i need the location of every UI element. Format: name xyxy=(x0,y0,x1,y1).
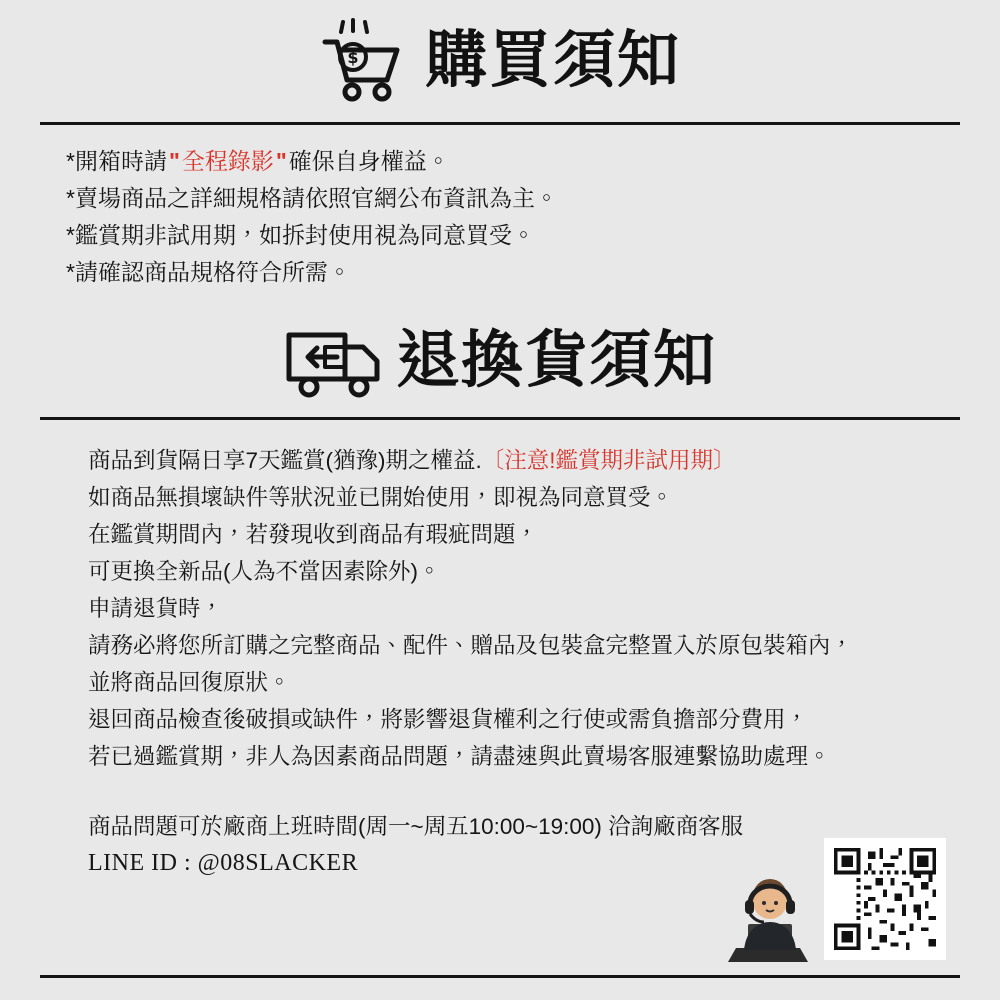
return-notice-line-5: 申請退貨時， xyxy=(88,596,224,621)
return-notice-line-2: 如商品無損壞缺件等狀況並已開始使用，即視為同意買受。 xyxy=(88,485,674,510)
purchase-notice-line-1 xyxy=(66,143,960,180)
return-notice-list xyxy=(40,442,960,775)
line-id-text: LINE ID : @08SLACKER xyxy=(88,850,359,876)
return-notice-header xyxy=(40,317,960,403)
purchase-notice-list xyxy=(40,143,960,291)
return-notice-line-6: 請務必將您所訂購之完整商品、配件、贈品及包裝盒完整置入於原包裝箱內， xyxy=(88,633,854,658)
return-notice-line-8: 退回商品檢查後破損或缺件，將影響退貨權利之行使或需負擔部分費用， xyxy=(88,707,809,732)
return-notice-line-1 xyxy=(88,442,960,479)
return-notice-line-3: 在鑑賞期間內，若發現收到商品有瑕疵問題， xyxy=(88,522,539,547)
divider-middle xyxy=(40,417,960,420)
divider-bottom xyxy=(40,975,960,978)
return-notice-line-7: 並將商品回復原狀。 xyxy=(88,670,291,695)
shopping-cart-dollar-icon xyxy=(319,12,415,108)
return-truck-icon xyxy=(283,317,387,403)
purchase-notice-line-4: *請確認商品規格符合所需。 xyxy=(66,259,351,285)
purchase-notice-line-3: *鑑賞期非試用期，如拆封使用視為同意買受。 xyxy=(66,222,535,248)
svg-text:$: $ xyxy=(347,48,359,67)
line-highlight: 全程錄影 xyxy=(181,148,274,174)
purchase-notice-header xyxy=(40,12,960,108)
divider-top xyxy=(40,122,960,125)
line-text: 商品到貨隔日享7天鑑賞(猶豫)期之權益. xyxy=(88,448,482,473)
quote-open: " xyxy=(168,148,180,174)
quote-close: " xyxy=(275,148,287,174)
line-highlight: 〔注意!鑑賞期非試用期〕 xyxy=(481,448,736,473)
purchase-notice-line-2: *賣場商品之詳細規格請依照官網公布資訊為主。 xyxy=(66,185,558,211)
purchase-notice-title: 購買須知 xyxy=(424,23,681,96)
line-suffix: 確保自身權益。 xyxy=(288,148,450,174)
qr-code-icon xyxy=(824,838,946,960)
return-notice-line-9: 若已過鑑賞期，非人為因素商品問題，請盡速與此賣場客服連繫協助處理。 xyxy=(88,744,831,769)
return-notice-title: 退換貨須知 xyxy=(396,323,717,396)
headset-operator-icon xyxy=(714,862,822,970)
line-prefix: *開箱時請 xyxy=(66,148,167,174)
return-notice-line-4: 可更換全新品(人為不當因素除外)。 xyxy=(88,559,441,584)
service-hours-text: 商品問題可於廠商上班時間(周一~周五10:00~19:00) 洽詢廠商客服 xyxy=(88,814,744,839)
contact-block xyxy=(40,809,960,881)
